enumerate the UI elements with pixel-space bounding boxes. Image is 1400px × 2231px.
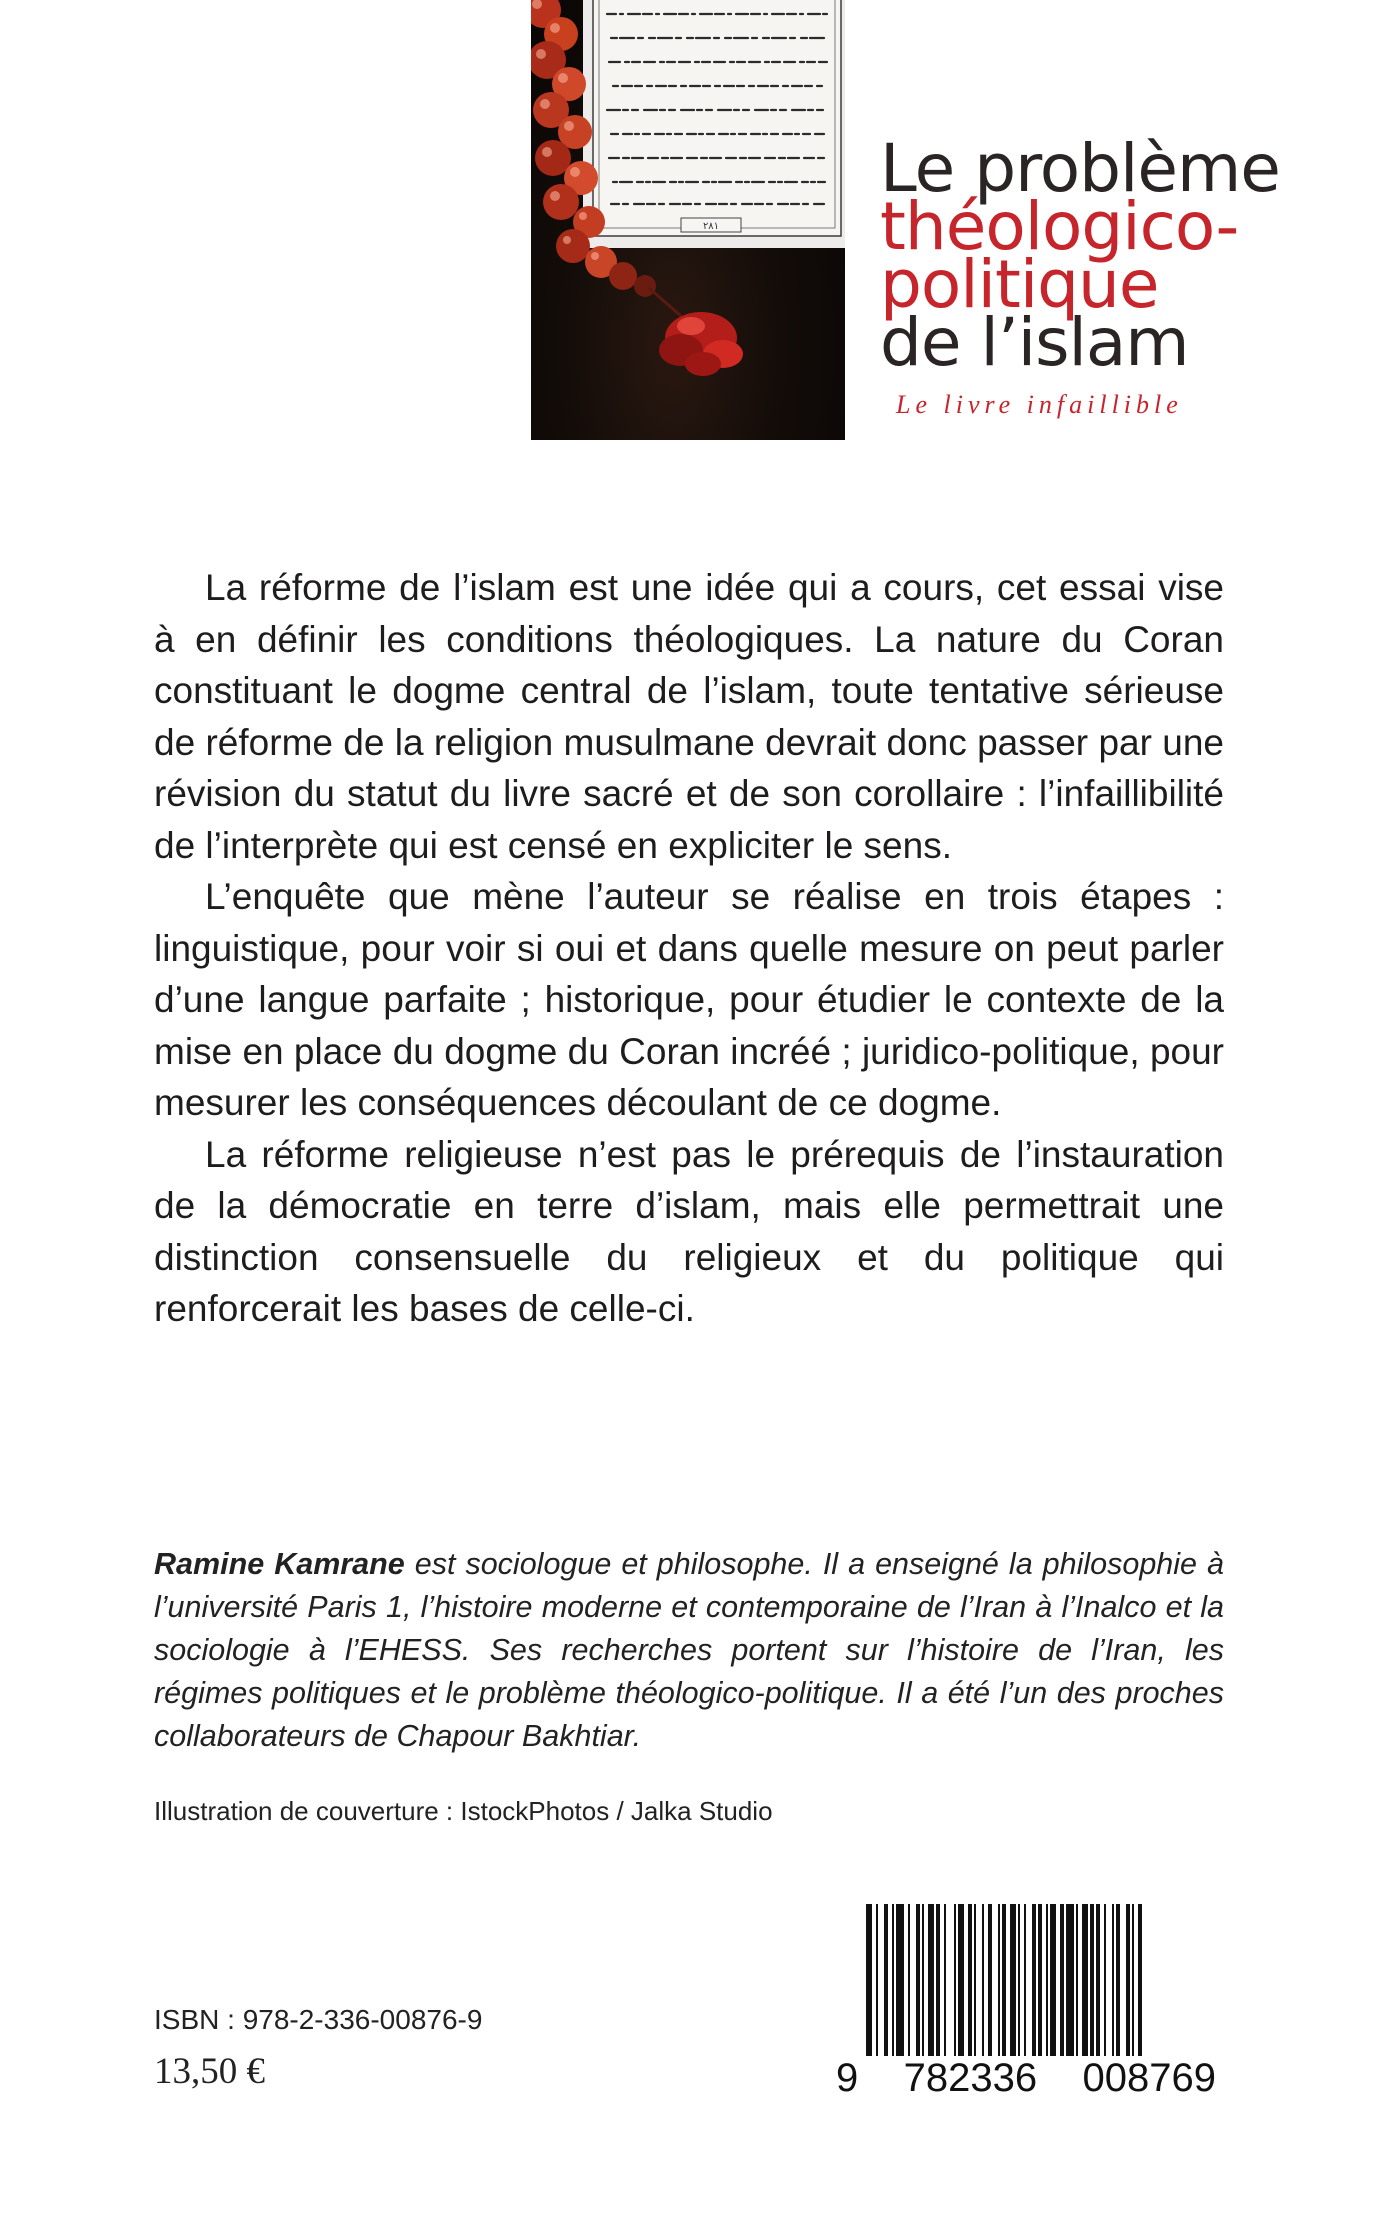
blurb-paragraph: La réforme religieuse n’est pas le prérequis de l’instauration de la démocratie en terre d’islam, mais elle permettrait une distinction consensuelle du religieux et du politique qui renforcerait les bases de celle-ci. (154, 1133, 1224, 1329)
barcode-bar (958, 1904, 964, 2056)
illustration-credit: Illustration de couverture : IstockPhotos / Jalka Studio (154, 1796, 773, 1826)
barcode-bar (1126, 1904, 1130, 2056)
barcode-bar (1038, 1904, 1042, 2056)
barcode-bar (1032, 1904, 1036, 2056)
barcode-bar (1050, 1904, 1056, 2056)
barcode-bar (936, 1904, 940, 2056)
barcode-bar (944, 1904, 946, 2056)
barcode (836, 1904, 1216, 2119)
barcode-bar (954, 1904, 956, 2056)
barcode-bar (1082, 1904, 1088, 2056)
barcode-bar (1104, 1904, 1106, 2056)
barcode-bar (922, 1904, 924, 2056)
title-line-3: politique (880, 246, 1159, 323)
barcode-bar (1018, 1904, 1020, 2056)
barcode-bar (928, 1904, 934, 2056)
blurb (154, 562, 1224, 1335)
barcode-digits (836, 2056, 1216, 2101)
cover-photo (531, 0, 845, 440)
author-bio (154, 1543, 1224, 1758)
price: 13,50 € (154, 2051, 265, 2092)
barcode-bar (1066, 1904, 1074, 2056)
barcode-bar (1024, 1904, 1026, 2056)
barcode-bar (1076, 1904, 1078, 2056)
barcode-bar (1060, 1904, 1064, 2056)
barcode-bar (998, 1904, 1000, 2056)
barcode-digits-right: 008769 (1082, 2056, 1216, 2100)
title-line-4: de l’islam (880, 304, 1189, 381)
book-title-block (880, 130, 1380, 420)
barcode-bar (1116, 1904, 1120, 2056)
barcode-bar (974, 1904, 976, 2056)
author-name: Ramine Kamrane (154, 1547, 405, 1581)
barcode-bar (884, 1904, 888, 2056)
barcode-digits-left: 782336 (903, 2056, 1038, 2100)
barcode-bar (916, 1904, 920, 2056)
quran-beads-illustration (531, 0, 845, 440)
isbn: ISBN : 978-2-336-00876-9 (154, 2004, 483, 2035)
barcode-bar (1046, 1904, 1048, 2056)
barcode-bar (892, 1904, 894, 2056)
blurb-paragraph: La réforme de l’islam est une idée qui a cours, cet essai vise à en définir les conditions théologiques. La nature du Coran constituant le dogme central de l’islam, toute tentative sérieuse de réforme de la religion musulmane devrait donc passer par une révision du statut du livre sacré et de son corollaire : l’infaillibilité de l’interprète qui est censé en expliciter le sens. (154, 567, 1224, 866)
barcode-bar (908, 1904, 910, 2056)
title-line-1: Le problème (880, 130, 1280, 207)
barcode-bar (1096, 1904, 1100, 2056)
barcode-bar (1112, 1904, 1114, 2056)
barcode-bar (1090, 1904, 1094, 2056)
title-line-2: théologico- (880, 188, 1239, 265)
barcode-bar (968, 1904, 972, 2056)
barcode-bar (988, 1904, 992, 2056)
barcode-bar (982, 1904, 984, 2056)
arabic-page-number: ٢٨١ (702, 221, 720, 232)
barcode-bar (896, 1904, 904, 2056)
author-bio-text: est sociologue et philosophe. Il a enseigné la philosophie à l’université Paris 1, l’histoire moderne et contemporaine de l’Iran à l’Inalco et la sociologie à l’EHESS. Ses recherches portent sur l’histoire de l’Iran, les régimes politiques et le problème théologico-politique. Il a été l’un des proches collaborateurs de Chapour Bakhtiar. (154, 1547, 1224, 1753)
blurb-paragraph: L’enquête que mène l’auteur se réalise en trois étapes : linguistique, pour voir si oui et dans quelle mesure on peut parler d’une langue parfaite ; historique, pour étudier le contexte de la mise en place du dogme du Coran incréé ; juridico-politique, pour mesurer les conséquences découlant de ce dogme. (154, 876, 1224, 1123)
barcode-digit-lead: 9 (836, 2056, 859, 2100)
book-subtitle: Le livre infaillible (896, 390, 1183, 419)
